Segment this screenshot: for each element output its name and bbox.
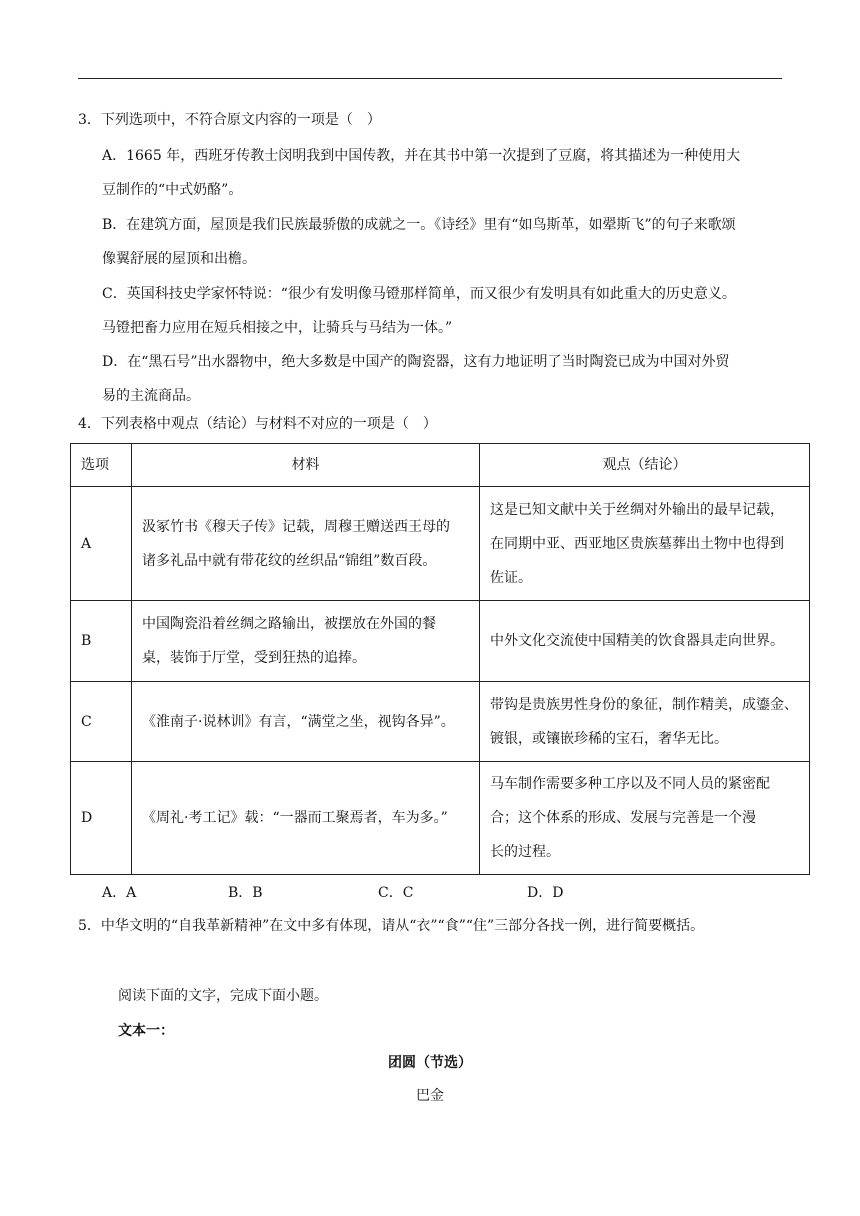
q4-answer-a[interactable]: A．A xyxy=(102,885,137,901)
q3-option-b-line1: B．在建筑方面，屋顶是我们民族最骄傲的成就之一。《诗经》里有“如鸟斯革，如翚斯飞”的句子来歌颂 xyxy=(102,217,736,233)
row-b-material-line1: 中国陶瓷沿着丝绸之路输出，被摆放在外国的餐 xyxy=(142,616,436,632)
row-d-view-line3: 长的过程。 xyxy=(490,844,560,860)
row-a-material xyxy=(132,487,480,601)
q4-table xyxy=(70,443,810,875)
header-view: 观点（结论） xyxy=(480,444,810,487)
row-d-material-line1: 《周礼·考工记》载：“一器而工聚焉者，车为多。” xyxy=(142,810,448,826)
q3-option-a-line2: 豆制作的“中式奶酪”。 xyxy=(102,182,243,198)
row-a-view-line2: 在同期中亚、西亚地区贵族墓葬出土物中也得到 xyxy=(490,535,784,552)
table-row xyxy=(71,682,810,762)
row-a-material-line1: 汲冢竹书《穆天子传》记载，周穆王赠送西王母的 xyxy=(142,518,450,535)
q3-option-d-line2: 易的主流商品。 xyxy=(102,388,200,404)
row-c-view-line1: 带钩是贵族男性身份的象征，制作精美，成鎏金、 xyxy=(490,696,798,713)
q3-option-c-line2: 马镫把畜力应用在短兵相接之中，让骑兵与马结为一体。” xyxy=(102,320,453,336)
row-d-view-line1: 马车制作需要多种工序以及不同人员的紧密配 xyxy=(490,776,770,792)
q3-option-a-line1: A．1665 年，西班牙传教士闵明我到中国传教，并在其书中第一次提到了豆腐，将其描述为一种使用大 xyxy=(102,148,741,164)
row-b-view-line1: 中外文化交流使中国精美的饮食器具走向世界。 xyxy=(490,633,784,649)
row-a-option: A xyxy=(71,487,132,601)
q3-option-c-line1: C．英国科技史学家怀特说：“很少有发明像马镫那样简单，而又很少有发明具有如此重大的历史意义。 xyxy=(102,286,736,302)
header-option: 选项 xyxy=(71,444,132,487)
table-header-row xyxy=(71,444,810,487)
text-label: 文本一： xyxy=(118,1023,174,1039)
row-b-material-line2: 桌，装饰于厅堂，受到狂热的追捧。 xyxy=(142,650,366,666)
header-material: 材料 xyxy=(132,444,480,487)
row-a-view xyxy=(480,487,810,601)
row-c-view-line2: 镀银，或镶嵌珍稀的宝石，奢华无比。 xyxy=(490,730,728,747)
row-c-material xyxy=(132,682,480,762)
table-row xyxy=(71,601,810,682)
row-c-view xyxy=(480,682,810,762)
row-d-material xyxy=(132,762,480,875)
q3-stem: 3．下列选项中，不符合原文内容的一项是（ ） xyxy=(78,112,381,128)
q4-stem: 4．下列表格中观点（结论）与材料不对应的一项是（ ） xyxy=(78,416,437,432)
row-a-material-line2: 诸多礼品中就有带花纹的丝织品“锦组”数百段。 xyxy=(142,552,437,569)
q4-answer-d[interactable]: D．D xyxy=(527,885,564,901)
row-d-option: D xyxy=(71,762,132,875)
row-a-view-line1: 这是已知文献中关于丝绸对外输出的最早记载， xyxy=(490,501,784,518)
row-d-view xyxy=(480,762,810,875)
q4-answer-b[interactable]: B．B xyxy=(228,885,263,901)
row-b-view xyxy=(480,601,810,682)
q3-option-b-line2: 像翼舒展的屋顶和出檐。 xyxy=(102,251,256,267)
passage-title: 团圆（节选） xyxy=(388,1055,472,1071)
table-row xyxy=(71,487,810,601)
passage-author: 巴金 xyxy=(416,1088,444,1104)
header-rule xyxy=(78,78,782,79)
row-d-view-line2: 合；这个体系的形成、发展与完善是一个漫 xyxy=(490,810,756,826)
table-row xyxy=(71,762,810,875)
reading-instruction: 阅读下面的文字，完成下面小题。 xyxy=(118,988,328,1004)
q4-answer-c[interactable]: C．C xyxy=(378,885,414,901)
row-c-option: C xyxy=(71,682,132,762)
q5-stem: 5．中华文明的“自我革新精神”在文中多有体现，请从“衣”“食”“住”三部分各找一例，进行简要概括。 xyxy=(78,918,705,934)
row-b-material xyxy=(132,601,480,682)
row-a-view-line3: 佐证。 xyxy=(490,569,532,586)
row-c-material-line1: 《淮南子·说林训》有言，“满堂之坐，视钩各异”。 xyxy=(142,713,455,730)
row-b-option: B xyxy=(71,601,132,682)
q3-option-d-line1: D．在“黑石号”出水器物中，绝大多数是中国产的陶瓷器，这有力地证明了当时陶瓷已成为中国对外贸 xyxy=(102,354,730,370)
